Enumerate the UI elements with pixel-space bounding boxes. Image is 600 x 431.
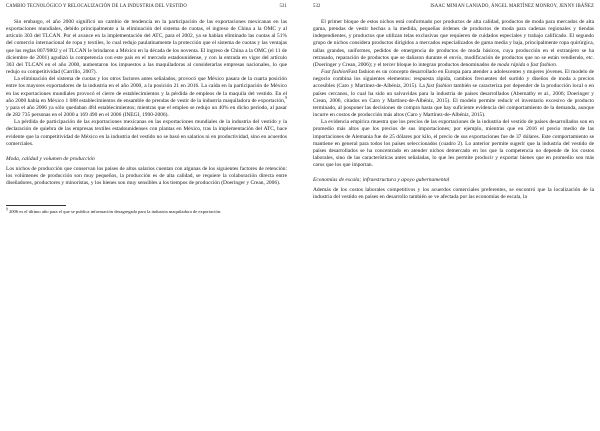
paragraph: Además de los costos laborales competitivos y los acuerdos comerciales preferentes, se encontró que la localización de la industria del vestido en países en desarrollo también se ve afectada por las economías de escala, la [313,187,594,201]
left-running-head [6,4,287,12]
italic-term: Fast fashion [321,69,349,76]
footnote-reference: 9 [285,95,287,100]
left-page [6,4,287,431]
paragraph: La pérdida de participación de las exportaciones mexicanas en las exportaciones mundiales de la industria del vestido y la declaración de quiebra de las empresas textiles estadounidenses con plantas en México, tras la implementación del ATC, hace evidente que la competitividad de México en la industria del vestido no se basó en salarios ni en productividad, sino en acuerdos comerciales. [6,119,287,147]
right-body-text [313,19,594,202]
section-heading: Moda, calidad y volumen de producción [6,155,95,162]
page-number: 531 [279,4,287,9]
paragraph: La evidencia empírica muestra que los precios de las exportaciones de la industria del vestido de países desarrollados son en promedio más altos que los precios de sus importaciones; por ejemplo, mientras que en 2016 el precio medio de las importaciones de Alemania fue de 25 dólares por kilo, el precio de sus exportaciones fue de 37 dólares. Este comportamiento se mantiene en general para todos los países seleccionados (cuadro 2). Lo anterior permite sugerir que la industria del vestido de países desarrollados se ha concentrado en atender nichos demercado en los que la competencia no depende de los costos laborales, sino de las características antes señaladas, lo que les permite producir y exportar bienes que en promedio son más caros que los que importan. [313,119,594,169]
paragraph: Sin embargo, el año 2000 significó un cambio de tendencia en la participación de las exportaciones mexicanas en las exportaciones mundiales, debido principalmente a la eliminación del sistema de cuotas, el ingreso de China a la OMC y al artículo 303 del TLCAN. Por el avance en la implementación del ATC, para el 2002, ya se habían eliminado las cuotas al 51% del comercio internacional de ropa y textiles, lo cual redujo paulatinamente la protección que el sistema de cuotas y las ventajas que las reglas 807/9802 y el TLCAN le brindaron a México en la década de los noventa. El ingreso de China a la OMC (el 11 de diciembre de 2001) agudizó la competencia con este país en el mercado estadounidense, y con la entrada en vigor del artículo 303 del TLCAN en el año 2000, aumentaron los impuestos a las maquiladoras al considerarlas empresas nacionales, lo que redujo su competitividad (Carrillo, 2007). [6,19,287,76]
footnote [6,209,287,215]
running-head-title: CAMBIO TECNOLÓGICO Y RELOCALIZACIÓN DE LA INDUSTRIA DEL VESTIDO [6,4,187,9]
running-head-authors: ISAAC MINIAN LANIADO, ÁNGEL MARTÍNEZ MONROY, JENNY IBÁÑEZ [430,4,594,9]
right-page [313,4,594,431]
section-heading: Economías de escala; infraestructura y apoyo gubernamental [313,177,450,184]
left-body-text [6,19,287,215]
paragraph: El primer bloque de estos nichos está conformado por productos de alta calidad, productos de moda para mercados de alta gama, prendas de vestir hechas a la medida, pequeñas órdenes de productos de moda para cadenas regionales y tiendas independientes, y productos que utilizan telas exclusivas que requieren de cuidados especiales y trabajo calificado. El segundo grupo de nichos considera productos dirigidos a mercados especializados de gama media y baja, principalmente ropa quirúrgica, tallas grandes, uniformes, pedidos de emergencia de productos de moda básicos, cuya producción en el extranjero se ha retrasado, reparación de productos que se dañaron durante el envío, modificación de productos que no se están vendiendo, etc. (Doeringer y Crean, 2006); y el tercer bloque lo integran productos denominados de moda rápida o fast fashion. [313,19,594,68]
italic-term: moda rápida [497,61,526,68]
footnote-text: 2006 es el último año para el que se publica información desagregada para la industria maquiladora de exportación. [8,209,222,215]
paragraph: La eliminación del sistema de cuotas y los otros factores antes señalados, provocó que México pasara de la cuarta posición entre los mayores exportadores de la industria en el año 2000, a la posición 21 en 2016. La caída en la participación de México en las exportaciones mundiales provocó el cierre de establecimientos y la pérdida de empleos de la maquila del vestido. En el año 2000 había en México 1 088 establecimientos de ensamble de prendas de vestir de la industria maquiladora de exportación,$^9$ y para el año 2006 ya sólo quedaban 484 establecimientos; mientras que el empleo se redujo un 40% en dicho periodo, al pasar de 282 735 personas en el 2000 a 169 490 en el 2006 (INEGI, 1990-2006). [6,76,287,119]
right-running-head [313,4,594,12]
italic-term: fast fashion [426,83,452,90]
paragraph: Los nichos de producción que conservan los países de altos salarios cuentan con algunas de los siguientes factores de retención: los volúmenes de producción son muy pequeños, la producción es de alta calidad, se requiere la colaboración directa entre diseñadores, productores y minoristas, y los bienes son muy sensibles a los tiempos de producción (Doeringer y Crean, 2006). [6,165,287,187]
paragraph: Fast fashionFast fashion es un concepto desarrollado en Europa para atender a adolescentes y mujeres jóvenes. El modelo de negocio combina los siguientes elementos: respuesta rápida, cambios frecuentes del surtido y diseños de moda a precios accesibles (Caro y Martínez-de-Albéniz, 2015). La fast fashion también se caracteriza por depender de la producción local o en países cercanos, lo cual ha sido un salvavidas para la industria de países desarrollados (Abernathy et al., 2006; Doeringer y Crean, 2006, citados en Caro y Martínez-de-Albéniz, 2015). El modelo permite reducir el inventario excesivo de producto terminado, al posponer las decisiones de compra hasta que hay suficiente evidencia del comportamiento de la demanda, aunque incurre en costos de producción más altos (Caro y Martínez-de-Albéniz, 2015). [313,69,595,119]
footnote-number: 9 [6,207,8,212]
page-number: 532 [313,4,321,9]
footnote-divider [6,205,66,206]
italic-term: fast fashion [530,61,556,68]
